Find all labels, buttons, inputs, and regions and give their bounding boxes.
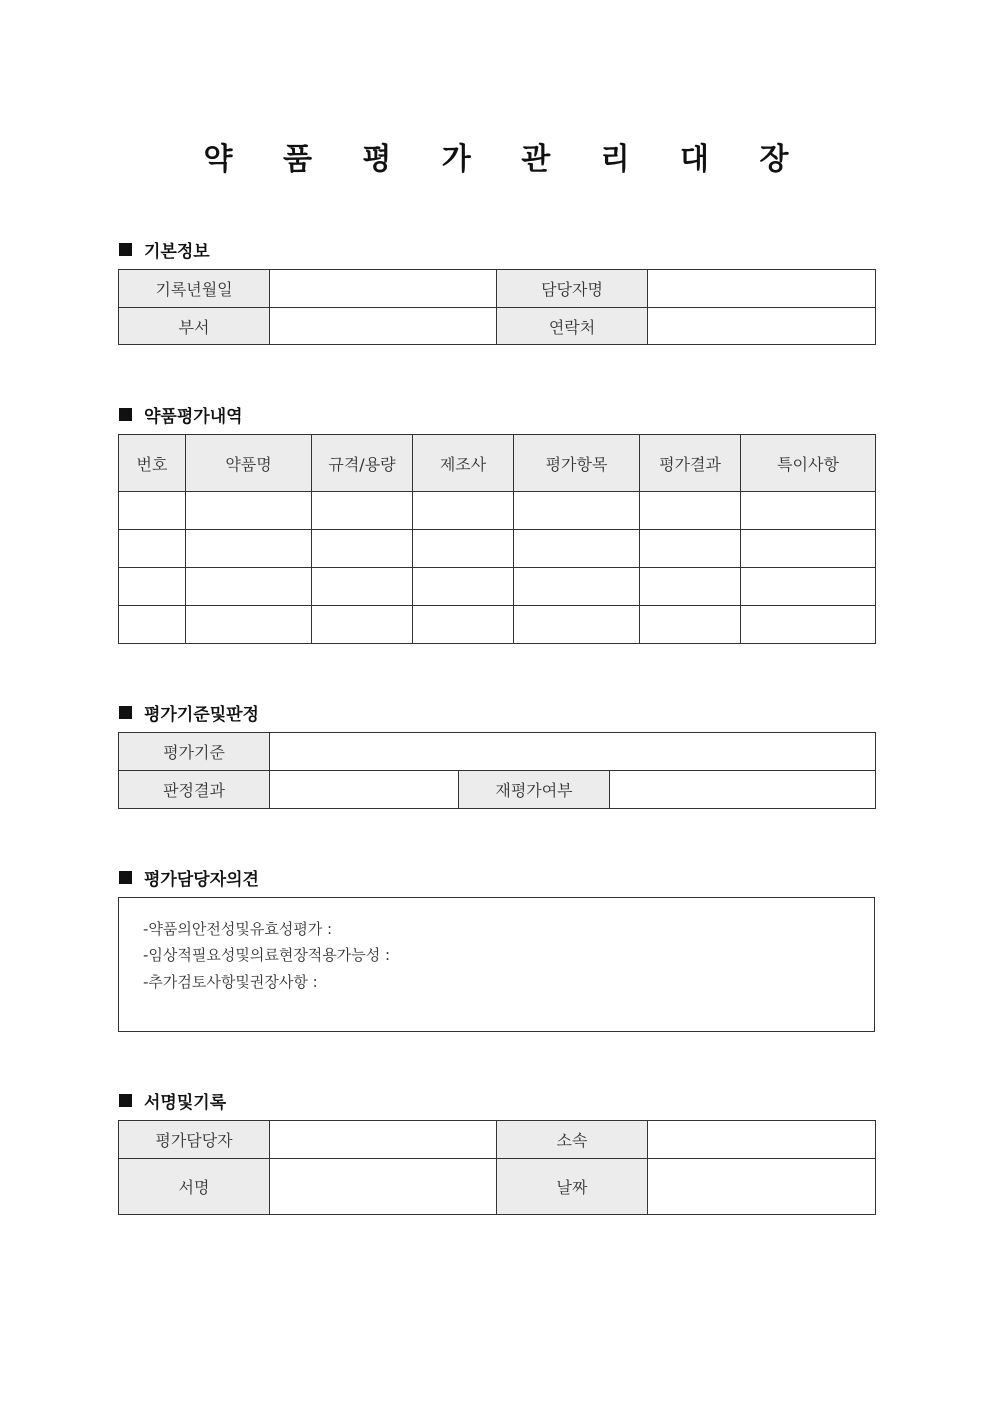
table-cell[interactable] [514, 606, 640, 644]
column-header: 규격/용량 [312, 435, 413, 492]
section-title: 약품평가내역 [144, 407, 243, 427]
table-cell[interactable] [312, 530, 413, 568]
section-title: 서명및기록 [144, 1093, 227, 1113]
signature-table [118, 1120, 876, 1215]
table-cell[interactable] [514, 530, 640, 568]
opinion-box[interactable] [118, 897, 875, 1032]
affiliation-label: 소속 [497, 1121, 648, 1159]
square-bullet-icon [119, 408, 132, 421]
table-cell[interactable] [186, 568, 312, 606]
table-cell[interactable] [119, 568, 186, 606]
contact-field[interactable] [648, 308, 876, 345]
opinion-line-safety: -약품의안전성및유효성평가 : [143, 920, 333, 938]
opinion-line-clinical: -임상적필요성및의료현장적용가능성 : [143, 946, 391, 964]
table-cell[interactable] [413, 606, 514, 644]
table-cell[interactable] [312, 492, 413, 530]
criteria-field[interactable] [270, 733, 876, 771]
drug-eval-table [118, 434, 876, 644]
column-header: 제조사 [413, 435, 514, 492]
date-field[interactable] [648, 1159, 876, 1215]
section-heading-opinion [119, 865, 259, 890]
record-date-field[interactable] [270, 270, 497, 308]
basic-info-table [118, 269, 876, 345]
department-label: 부서 [119, 308, 270, 345]
column-header: 특이사항 [741, 435, 876, 492]
table-cell[interactable] [312, 606, 413, 644]
section-title: 평가기준및판정 [144, 705, 259, 725]
table-row [119, 492, 876, 530]
reevaluation-field[interactable] [610, 771, 876, 809]
department-field[interactable] [270, 308, 497, 345]
page-title: 약 품 평 가 관 리 대 장 [203, 142, 809, 177]
table-cell[interactable] [514, 492, 640, 530]
table-cell[interactable] [186, 492, 312, 530]
opinion-line-additional: -추가검토사항및권장사항 : [143, 973, 318, 991]
section-heading-criteria [119, 700, 259, 725]
table-cell[interactable] [741, 568, 876, 606]
date-label: 날짜 [497, 1159, 648, 1215]
table-cell[interactable] [640, 606, 741, 644]
table-cell[interactable] [119, 530, 186, 568]
table-cell[interactable] [640, 492, 741, 530]
result-label: 판정결과 [119, 771, 270, 809]
sign-field[interactable] [270, 1159, 497, 1215]
table-cell[interactable] [413, 530, 514, 568]
square-bullet-icon [119, 1094, 132, 1107]
evaluator-label: 평가담당자 [119, 1121, 270, 1159]
contact-label: 연락처 [497, 308, 648, 345]
table-row [119, 606, 876, 644]
table-cell[interactable] [119, 492, 186, 530]
criteria-table [118, 732, 876, 809]
reevaluation-label: 재평가여부 [459, 771, 610, 809]
section-heading-basic-info [119, 237, 210, 262]
square-bullet-icon [119, 243, 132, 256]
column-header: 번호 [119, 435, 186, 492]
table-row [119, 530, 876, 568]
section-title: 평가담당자의견 [144, 870, 259, 890]
result-field[interactable] [270, 771, 459, 809]
table-cell[interactable] [312, 568, 413, 606]
table-cell[interactable] [741, 492, 876, 530]
table-cell[interactable] [741, 606, 876, 644]
table-cell[interactable] [640, 530, 741, 568]
section-heading-signature [119, 1088, 226, 1113]
affiliation-field[interactable] [648, 1121, 876, 1159]
table-cell[interactable] [186, 530, 312, 568]
table-cell[interactable] [119, 606, 186, 644]
table-cell[interactable] [640, 568, 741, 606]
table-cell[interactable] [741, 530, 876, 568]
table-cell[interactable] [413, 492, 514, 530]
sign-label: 서명 [119, 1159, 270, 1215]
evaluator-field[interactable] [270, 1121, 497, 1159]
table-row [119, 568, 876, 606]
table-cell[interactable] [413, 568, 514, 606]
column-header: 평가결과 [640, 435, 741, 492]
record-date-label: 기록년월일 [119, 270, 270, 308]
section-heading-drug-eval [119, 402, 243, 427]
section-title: 기본정보 [144, 242, 210, 262]
column-header: 평가항목 [514, 435, 640, 492]
manager-name-label: 담당자명 [497, 270, 648, 308]
square-bullet-icon [119, 706, 132, 719]
table-cell[interactable] [186, 606, 312, 644]
column-header: 약품명 [186, 435, 312, 492]
criteria-label: 평가기준 [119, 733, 270, 771]
manager-name-field[interactable] [648, 270, 876, 308]
table-cell[interactable] [514, 568, 640, 606]
square-bullet-icon [119, 871, 132, 884]
